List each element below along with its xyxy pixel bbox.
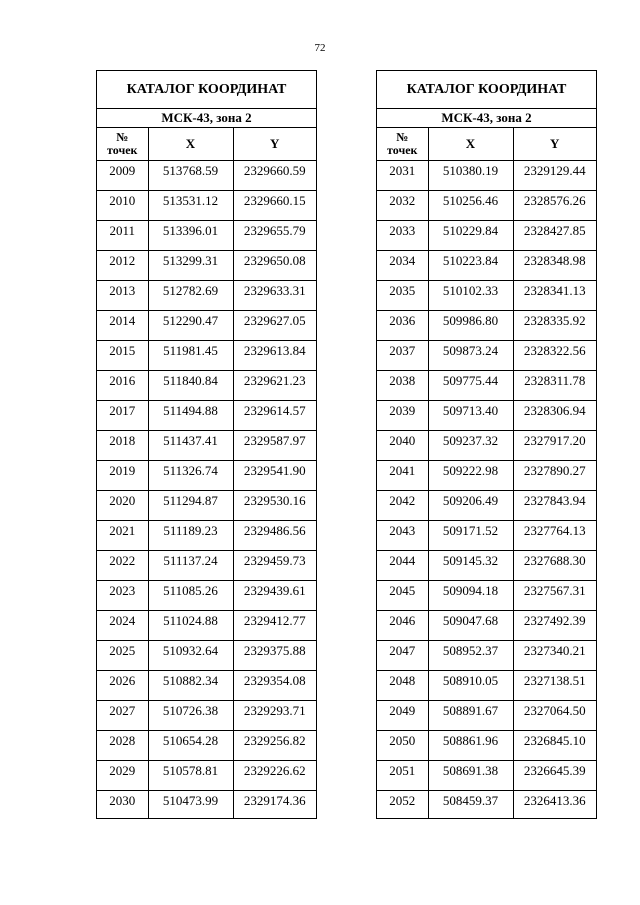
y-coordinate-cell: 2329129.44 [513, 161, 596, 191]
x-coordinate-cell: 513531.12 [148, 191, 233, 221]
y-coordinate-cell: 2329627.05 [233, 311, 316, 341]
point-number-header [97, 128, 148, 161]
table-row [377, 401, 596, 431]
y-coordinate-cell: 2329655.79 [233, 221, 316, 251]
table-row [97, 791, 316, 818]
y-coordinate-cell: 2329530.16 [233, 491, 316, 521]
points-label: точек [387, 143, 418, 157]
y-coordinate-cell: 2329354.08 [233, 671, 316, 701]
x-coordinate-cell: 511294.87 [148, 491, 233, 521]
point-number-cell: 2036 [377, 311, 428, 341]
coordinate-catalog-left [96, 70, 317, 819]
point-number-cell: 2025 [97, 641, 148, 671]
coordinate-catalog-right [376, 70, 597, 819]
x-coordinate-cell: 509222.98 [428, 461, 513, 491]
x-coordinate-cell: 509145.32 [428, 551, 513, 581]
y-coordinate-cell: 2329439.61 [233, 581, 316, 611]
table-row [377, 641, 596, 671]
table-row [97, 281, 316, 311]
x-coordinate-cell: 511981.45 [148, 341, 233, 371]
point-number-cell: 2022 [97, 551, 148, 581]
point-number-cell: 2023 [97, 581, 148, 611]
point-number-cell: 2045 [377, 581, 428, 611]
x-coordinate-cell: 508691.38 [428, 761, 513, 791]
table-row [97, 221, 316, 251]
x-coordinate-cell: 510223.84 [428, 251, 513, 281]
point-number-cell: 2041 [377, 461, 428, 491]
x-coordinate-cell: 511494.88 [148, 401, 233, 431]
point-number-cell: 2031 [377, 161, 428, 191]
point-number-cell: 2048 [377, 671, 428, 701]
x-coordinate-cell: 509206.49 [428, 491, 513, 521]
point-number-cell: 2037 [377, 341, 428, 371]
point-number-cell: 2046 [377, 611, 428, 641]
x-coordinate-cell: 508910.05 [428, 671, 513, 701]
catalog-title: КАТАЛОГ КООРДИНАТ [377, 71, 596, 109]
table-row [377, 521, 596, 551]
y-coordinate-cell: 2329613.84 [233, 341, 316, 371]
table-header-row [377, 128, 596, 161]
x-coordinate-cell: 513299.31 [148, 251, 233, 281]
point-number-cell: 2043 [377, 521, 428, 551]
table-row [97, 491, 316, 521]
y-coordinate-cell: 2329293.71 [233, 701, 316, 731]
x-coordinate-cell: 511437.41 [148, 431, 233, 461]
table-row [97, 611, 316, 641]
y-coordinate-cell: 2329459.73 [233, 551, 316, 581]
point-number-cell: 2030 [97, 791, 148, 818]
table-body [97, 161, 316, 818]
point-number-cell: 2020 [97, 491, 148, 521]
y-coordinate-cell: 2327843.94 [513, 491, 596, 521]
point-number-cell: 2012 [97, 251, 148, 281]
table-row [377, 731, 596, 761]
point-number-cell: 2026 [97, 671, 148, 701]
point-number-cell: 2044 [377, 551, 428, 581]
x-coordinate-cell: 508891.67 [428, 701, 513, 731]
x-header: X [428, 128, 513, 161]
point-number-cell: 2010 [97, 191, 148, 221]
point-number-cell: 2021 [97, 521, 148, 551]
y-coordinate-cell: 2328576.26 [513, 191, 596, 221]
point-number-cell: 2009 [97, 161, 148, 191]
point-number-cell: 2034 [377, 251, 428, 281]
x-coordinate-cell: 511840.84 [148, 371, 233, 401]
x-coordinate-cell: 509713.40 [428, 401, 513, 431]
table-row [377, 431, 596, 461]
table-row [377, 761, 596, 791]
x-coordinate-cell: 509094.18 [428, 581, 513, 611]
x-coordinate-cell: 510256.46 [428, 191, 513, 221]
y-coordinate-cell: 2328311.78 [513, 371, 596, 401]
point-number-cell: 2040 [377, 431, 428, 461]
y-coordinate-cell: 2328322.56 [513, 341, 596, 371]
point-number-cell: 2032 [377, 191, 428, 221]
point-number-cell: 2029 [97, 761, 148, 791]
x-coordinate-cell: 510380.19 [428, 161, 513, 191]
table-row [97, 761, 316, 791]
y-coordinate-cell: 2329660.15 [233, 191, 316, 221]
x-coordinate-cell: 510932.64 [148, 641, 233, 671]
catalog-subtitle: МСК-43, зона 2 [377, 109, 596, 128]
y-coordinate-cell: 2326845.10 [513, 731, 596, 761]
x-coordinate-cell: 509047.68 [428, 611, 513, 641]
y-coordinate-cell: 2329174.36 [233, 791, 316, 818]
y-header: Y [513, 128, 596, 161]
x-coordinate-cell: 510473.99 [148, 791, 233, 818]
point-number-cell: 2019 [97, 461, 148, 491]
x-coordinate-cell: 510726.38 [148, 701, 233, 731]
y-coordinate-cell: 2329660.59 [233, 161, 316, 191]
y-coordinate-cell: 2329375.88 [233, 641, 316, 671]
table-row [97, 161, 316, 191]
table-row [97, 431, 316, 461]
point-number-cell: 2042 [377, 491, 428, 521]
table-row [97, 401, 316, 431]
table-row [377, 791, 596, 818]
point-number-cell: 2027 [97, 701, 148, 731]
point-number-cell: 2024 [97, 611, 148, 641]
table-row [377, 281, 596, 311]
point-number-cell: 2033 [377, 221, 428, 251]
x-coordinate-cell: 513396.01 [148, 221, 233, 251]
point-number-cell: 2015 [97, 341, 148, 371]
y-coordinate-cell: 2329412.77 [233, 611, 316, 641]
x-coordinate-cell: 509986.80 [428, 311, 513, 341]
x-coordinate-cell: 509775.44 [428, 371, 513, 401]
x-coordinate-cell: 509171.52 [428, 521, 513, 551]
table-header-row [97, 128, 316, 161]
table-row [97, 641, 316, 671]
point-number-cell: 2017 [97, 401, 148, 431]
table-row [377, 461, 596, 491]
table-row [377, 581, 596, 611]
y-coordinate-cell: 2328335.92 [513, 311, 596, 341]
point-number-cell: 2049 [377, 701, 428, 731]
coordinates-table [97, 128, 316, 818]
number-sign-label: № [116, 130, 129, 144]
table-row [377, 341, 596, 371]
y-coordinate-cell: 2327492.39 [513, 611, 596, 641]
table-row [97, 701, 316, 731]
coordinates-table [377, 128, 596, 818]
y-coordinate-cell: 2326645.39 [513, 761, 596, 791]
table-row [377, 671, 596, 701]
y-header: Y [233, 128, 316, 161]
table-row [377, 611, 596, 641]
table-row [377, 371, 596, 401]
x-coordinate-cell: 510102.33 [428, 281, 513, 311]
y-coordinate-cell: 2329650.08 [233, 251, 316, 281]
table-row [97, 251, 316, 281]
table-row [97, 191, 316, 221]
y-coordinate-cell: 2328427.85 [513, 221, 596, 251]
x-coordinate-cell: 508459.37 [428, 791, 513, 818]
y-coordinate-cell: 2328341.13 [513, 281, 596, 311]
y-coordinate-cell: 2327064.50 [513, 701, 596, 731]
x-coordinate-cell: 511085.26 [148, 581, 233, 611]
table-row [97, 371, 316, 401]
table-row [377, 191, 596, 221]
table-row [97, 521, 316, 551]
y-coordinate-cell: 2328348.98 [513, 251, 596, 281]
table-row [377, 251, 596, 281]
y-coordinate-cell: 2327688.30 [513, 551, 596, 581]
y-coordinate-cell: 2329587.97 [233, 431, 316, 461]
catalog-title: КАТАЛОГ КООРДИНАТ [97, 71, 316, 109]
y-coordinate-cell: 2329633.31 [233, 281, 316, 311]
x-header: X [148, 128, 233, 161]
y-coordinate-cell: 2326413.36 [513, 791, 596, 818]
table-row [97, 671, 316, 701]
table-body [377, 161, 596, 818]
x-coordinate-cell: 508952.37 [428, 641, 513, 671]
table-row [97, 311, 316, 341]
table-row [377, 701, 596, 731]
point-number-cell: 2039 [377, 401, 428, 431]
y-coordinate-cell: 2329614.57 [233, 401, 316, 431]
point-number-cell: 2018 [97, 431, 148, 461]
y-coordinate-cell: 2329621.23 [233, 371, 316, 401]
x-coordinate-cell: 509237.32 [428, 431, 513, 461]
table-row [377, 221, 596, 251]
x-coordinate-cell: 510654.28 [148, 731, 233, 761]
x-coordinate-cell: 508861.96 [428, 731, 513, 761]
x-coordinate-cell: 510882.34 [148, 671, 233, 701]
table-row [377, 161, 596, 191]
catalog-subtitle: МСК-43, зона 2 [97, 109, 316, 128]
x-coordinate-cell: 513768.59 [148, 161, 233, 191]
number-sign-label: № [396, 130, 409, 144]
y-coordinate-cell: 2329226.62 [233, 761, 316, 791]
y-coordinate-cell: 2327340.21 [513, 641, 596, 671]
point-number-cell: 2011 [97, 221, 148, 251]
y-coordinate-cell: 2327890.27 [513, 461, 596, 491]
table-row [97, 461, 316, 491]
x-coordinate-cell: 511137.24 [148, 551, 233, 581]
y-coordinate-cell: 2327764.13 [513, 521, 596, 551]
x-coordinate-cell: 510578.81 [148, 761, 233, 791]
table-row [377, 311, 596, 341]
point-number-cell: 2013 [97, 281, 148, 311]
point-number-cell: 2051 [377, 761, 428, 791]
y-coordinate-cell: 2329256.82 [233, 731, 316, 761]
point-number-header [377, 128, 428, 161]
y-coordinate-cell: 2327138.51 [513, 671, 596, 701]
y-coordinate-cell: 2329541.90 [233, 461, 316, 491]
points-label: точек [107, 143, 138, 157]
y-coordinate-cell: 2328306.94 [513, 401, 596, 431]
x-coordinate-cell: 510229.84 [428, 221, 513, 251]
table-row [377, 491, 596, 521]
point-number-cell: 2052 [377, 791, 428, 818]
table-row [97, 341, 316, 371]
x-coordinate-cell: 509873.24 [428, 341, 513, 371]
point-number-cell: 2016 [97, 371, 148, 401]
x-coordinate-cell: 512782.69 [148, 281, 233, 311]
y-coordinate-cell: 2327917.20 [513, 431, 596, 461]
point-number-cell: 2035 [377, 281, 428, 311]
y-coordinate-cell: 2329486.56 [233, 521, 316, 551]
point-number-cell: 2028 [97, 731, 148, 761]
point-number-cell: 2050 [377, 731, 428, 761]
table-row [97, 551, 316, 581]
x-coordinate-cell: 511326.74 [148, 461, 233, 491]
y-coordinate-cell: 2327567.31 [513, 581, 596, 611]
point-number-cell: 2047 [377, 641, 428, 671]
x-coordinate-cell: 511024.88 [148, 611, 233, 641]
table-row [377, 551, 596, 581]
x-coordinate-cell: 512290.47 [148, 311, 233, 341]
table-row [97, 731, 316, 761]
page-number: 72 [314, 42, 326, 54]
point-number-cell: 2014 [97, 311, 148, 341]
point-number-cell: 2038 [377, 371, 428, 401]
table-row [97, 581, 316, 611]
x-coordinate-cell: 511189.23 [148, 521, 233, 551]
